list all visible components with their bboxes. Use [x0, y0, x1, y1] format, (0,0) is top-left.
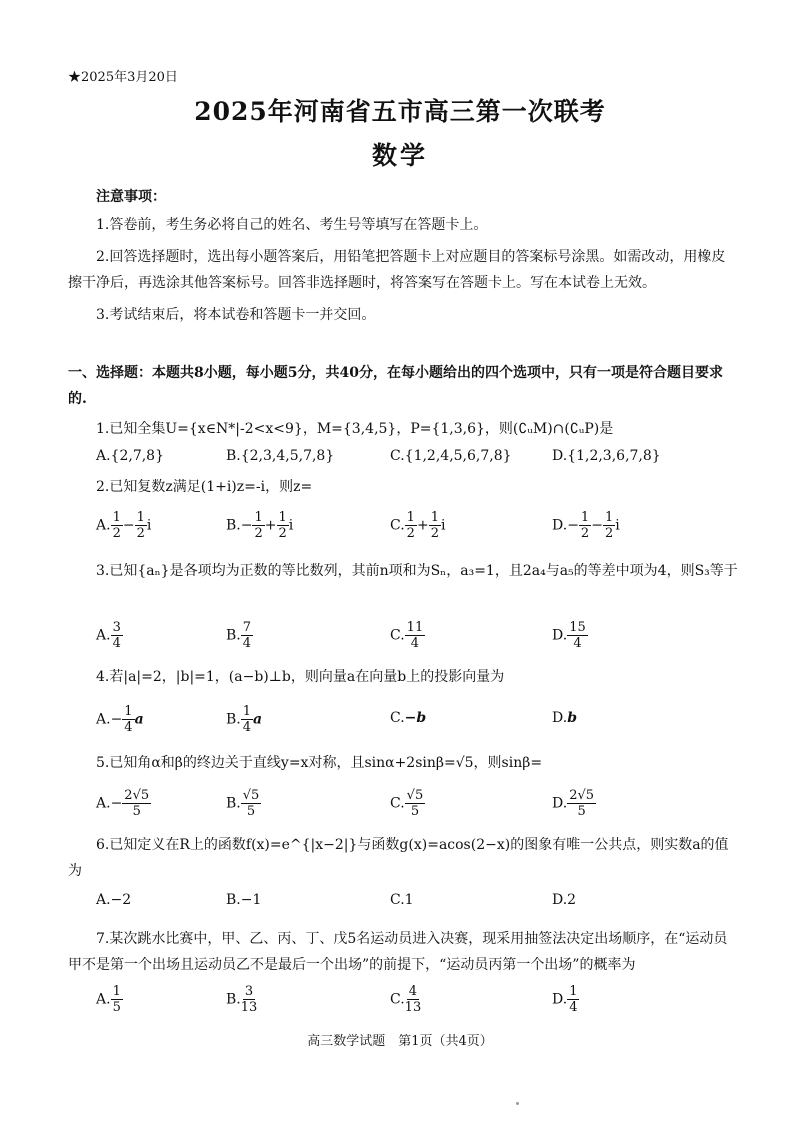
option-sign: + [416, 517, 429, 534]
option-a: A.−2 [96, 892, 132, 908]
option-tail: i [440, 517, 446, 534]
fraction-denominator: 4 [242, 636, 252, 651]
option-a [96, 788, 151, 819]
fraction-denominator: 2 [430, 526, 439, 541]
fraction [122, 704, 134, 735]
option-tail: i [288, 517, 294, 534]
fraction-denominator: 5 [112, 1000, 121, 1015]
option-label: A. [96, 517, 111, 534]
fraction-denominator: 4 [124, 720, 133, 735]
option-sign: − [591, 517, 603, 534]
option-sign: − [110, 795, 123, 812]
option-c [390, 620, 425, 651]
scan-speck [516, 1102, 519, 1105]
fraction [241, 704, 253, 735]
notice-heading: 注意事项： [96, 189, 166, 205]
fraction [111, 620, 123, 651]
fraction-numerator: 1 [430, 510, 439, 525]
fraction-numerator: 1 [242, 704, 252, 719]
option-label: A. [96, 991, 111, 1008]
option-b [226, 620, 253, 651]
exam-title: 2025年河南省五市高三第一次联考 [194, 97, 606, 126]
fraction-numerator: 15 [569, 620, 586, 635]
option-label: D. [552, 517, 568, 534]
option-a [96, 510, 151, 541]
fraction [579, 510, 591, 541]
option-label: A. [96, 627, 111, 644]
fraction-denominator: 5 [577, 804, 586, 819]
notice-item: 3.考试结束后，将本试卷和答题卡一并交回。 [96, 307, 376, 323]
fraction-numerator: 1 [124, 704, 133, 719]
option-sign: − [240, 517, 253, 534]
fraction-numerator: 7 [242, 620, 252, 635]
option-label: C. [390, 627, 405, 644]
fraction [405, 620, 426, 651]
fraction-denominator: 2 [604, 526, 614, 541]
fraction-numerator: 1 [112, 510, 121, 525]
option-c: C.{1,2,4,5,6,7,8} [390, 448, 512, 464]
option-a [96, 704, 144, 735]
fraction-denominator: 4 [410, 636, 420, 651]
fraction [111, 510, 123, 541]
option-a [96, 620, 123, 651]
question-stem: 3.已知{aₙ}是各项均为正数的等比数列，其前n项和为Sₙ，a₃=1，且2a₄与a₅的等差中项为4，则S₃等于 [96, 563, 738, 579]
fraction-numerator: 2√5 [124, 788, 150, 803]
option-label: C. [390, 710, 405, 726]
fraction [603, 510, 615, 541]
question-options [96, 510, 716, 541]
option-sign: − [110, 711, 123, 728]
option-tail: i [146, 517, 152, 534]
question-stem: 7.某次跳水比赛中，甲、乙、丙、丁、戊5名运动员进入决赛，现采用抽签法决定出场顺序，在“运动员甲不是第一个出场且运动员乙不是最后一个出场”的前提下，“运动员丙第一个出场”的概率为 [68, 931, 728, 973]
secret-mark: ★2025年3月20日 [68, 70, 178, 85]
question-options [96, 704, 716, 735]
option-label: B. [226, 991, 241, 1008]
option-label: B. [226, 627, 241, 644]
notice-item: 1.答卷前，考生务必将自己的姓名、考生号等填写在答题卡上。 [96, 217, 488, 233]
option-label: C. [390, 517, 405, 534]
fraction [241, 620, 253, 651]
fraction [111, 984, 123, 1015]
option-c [390, 788, 425, 819]
fraction-denominator: 2 [254, 526, 263, 541]
question-options [96, 448, 716, 476]
question-options [96, 892, 716, 920]
fraction [567, 788, 596, 819]
fraction-numerator: 1 [604, 510, 614, 525]
option-d [552, 510, 620, 541]
option-label: C. [390, 795, 405, 812]
question-stem: 2.已知复数z满足(1+i)z=-i，则z= [96, 479, 313, 495]
fraction-denominator: 5 [132, 804, 141, 819]
option-d: D.2 [552, 892, 577, 908]
option-b: B.{2,3,4,5,7,8} [226, 448, 335, 464]
option-a: A.{2,7,8} [96, 448, 164, 464]
option-d: D.{1,2,3,6,7,8} [552, 448, 661, 464]
option-label: A. [96, 795, 111, 812]
fraction [122, 788, 151, 819]
question-options [96, 620, 716, 651]
option-c [390, 510, 445, 541]
question-options [96, 788, 716, 819]
fraction-denominator: 2 [136, 526, 145, 541]
fraction-numerator: 1 [569, 984, 578, 999]
question-stem: 5.已知角α和β的终边关于直线y=x对称，且sinα+2sinβ=√5，则sinβ= [96, 755, 543, 771]
option-d [552, 984, 579, 1015]
option-sign: − [122, 517, 135, 534]
fraction-numerator: 1 [254, 510, 263, 525]
option-tail: i [615, 517, 620, 534]
option-label: D. [552, 710, 568, 726]
fraction [241, 984, 258, 1015]
fraction [429, 510, 441, 541]
fraction [405, 984, 422, 1015]
option-label: C. [390, 991, 405, 1008]
option-label: B. [226, 795, 241, 812]
fraction-numerator: √5 [242, 788, 260, 803]
option-text: −b [404, 710, 427, 726]
fraction [567, 984, 579, 1015]
option-tail: a [134, 711, 144, 728]
fraction [252, 510, 264, 541]
option-text: b [567, 710, 577, 726]
option-d [552, 710, 577, 726]
exam-subject: 数学 [371, 141, 428, 170]
fraction-numerator: 3 [244, 984, 254, 999]
fraction-numerator: 1 [580, 510, 590, 525]
option-label: D. [552, 627, 568, 644]
fraction [135, 510, 147, 541]
option-label: D. [552, 991, 568, 1008]
option-c [390, 710, 426, 726]
fraction [405, 788, 426, 819]
question-options [96, 984, 716, 1015]
option-d [552, 788, 596, 819]
option-tail: a [253, 711, 263, 728]
fraction-denominator: 5 [246, 804, 256, 819]
option-b [226, 984, 257, 1015]
option-label: B. [226, 711, 241, 728]
question-stem: 4.若|a|=2，|b|=1，(a−b)⊥b，则向量a在向量b上的投影向量为 [96, 669, 505, 685]
option-a [96, 984, 123, 1015]
fraction-numerator: 2√5 [569, 788, 595, 803]
fraction-denominator: 2 [406, 526, 415, 541]
fraction-denominator: 4 [569, 1000, 578, 1015]
option-b: B.−1 [226, 892, 262, 908]
fraction [277, 510, 289, 541]
fraction-denominator: 2 [580, 526, 590, 541]
fraction-denominator: 2 [278, 526, 287, 541]
fraction-numerator: 3 [112, 620, 121, 635]
option-b [226, 788, 261, 819]
fraction-numerator: √5 [406, 788, 424, 803]
option-c [390, 984, 421, 1015]
fraction [405, 510, 417, 541]
fraction [241, 788, 262, 819]
fraction-denominator: 13 [404, 1000, 422, 1015]
fraction-numerator: 11 [406, 620, 424, 635]
question-stem: 1.已知全集U={x∈N*|-2<x<9}，M={3,4,5}，P={1,3,6}，则(∁ᵤM)∩(∁ᵤP)是 [96, 421, 614, 437]
fraction-numerator: 1 [278, 510, 287, 525]
option-sign: − [567, 517, 579, 534]
option-d [552, 620, 588, 651]
question-stem: 6.已知定义在R上的函数f(x)=e^{|x−2|}与函数g(x)=acos(2−x)的图象有唯一公共点，则实数a的值为 [68, 837, 729, 879]
fraction-numerator: 1 [136, 510, 145, 525]
fraction-denominator: 13 [240, 1000, 258, 1015]
option-b [226, 704, 262, 735]
fraction-denominator: 4 [242, 720, 252, 735]
option-label: D. [552, 795, 568, 812]
page-footer: 高三数学试题 第1页（共4页） [307, 1034, 493, 1049]
fraction-denominator: 4 [112, 636, 121, 651]
option-label: B. [226, 517, 241, 534]
option-label: A. [96, 711, 111, 728]
option-c: C.1 [390, 892, 414, 908]
fraction-denominator: 5 [410, 804, 420, 819]
fraction-numerator: 1 [112, 984, 121, 999]
fraction-denominator: 4 [573, 636, 582, 651]
option-sign: + [264, 517, 277, 534]
fraction-numerator: 1 [406, 510, 415, 525]
fraction [567, 620, 588, 651]
section-heading: 一、选择题：本题共8小题，每小题5分，共40分，在每小题给出的四个选项中，只有一项是符合题目要求的. [68, 365, 723, 407]
fraction-numerator: 4 [408, 984, 418, 999]
notice-item: 2.回答选择题时，选出每小题答案后，用铅笔把答题卡上对应题目的答案标号涂黑。如需改动，用橡皮擦干净后，再选涂其他答案标号。回答非选择题时，将答案写在答题卡上。写在本试卷上无效。 [68, 249, 726, 291]
option-b [226, 510, 293, 541]
fraction-denominator: 2 [112, 526, 121, 541]
